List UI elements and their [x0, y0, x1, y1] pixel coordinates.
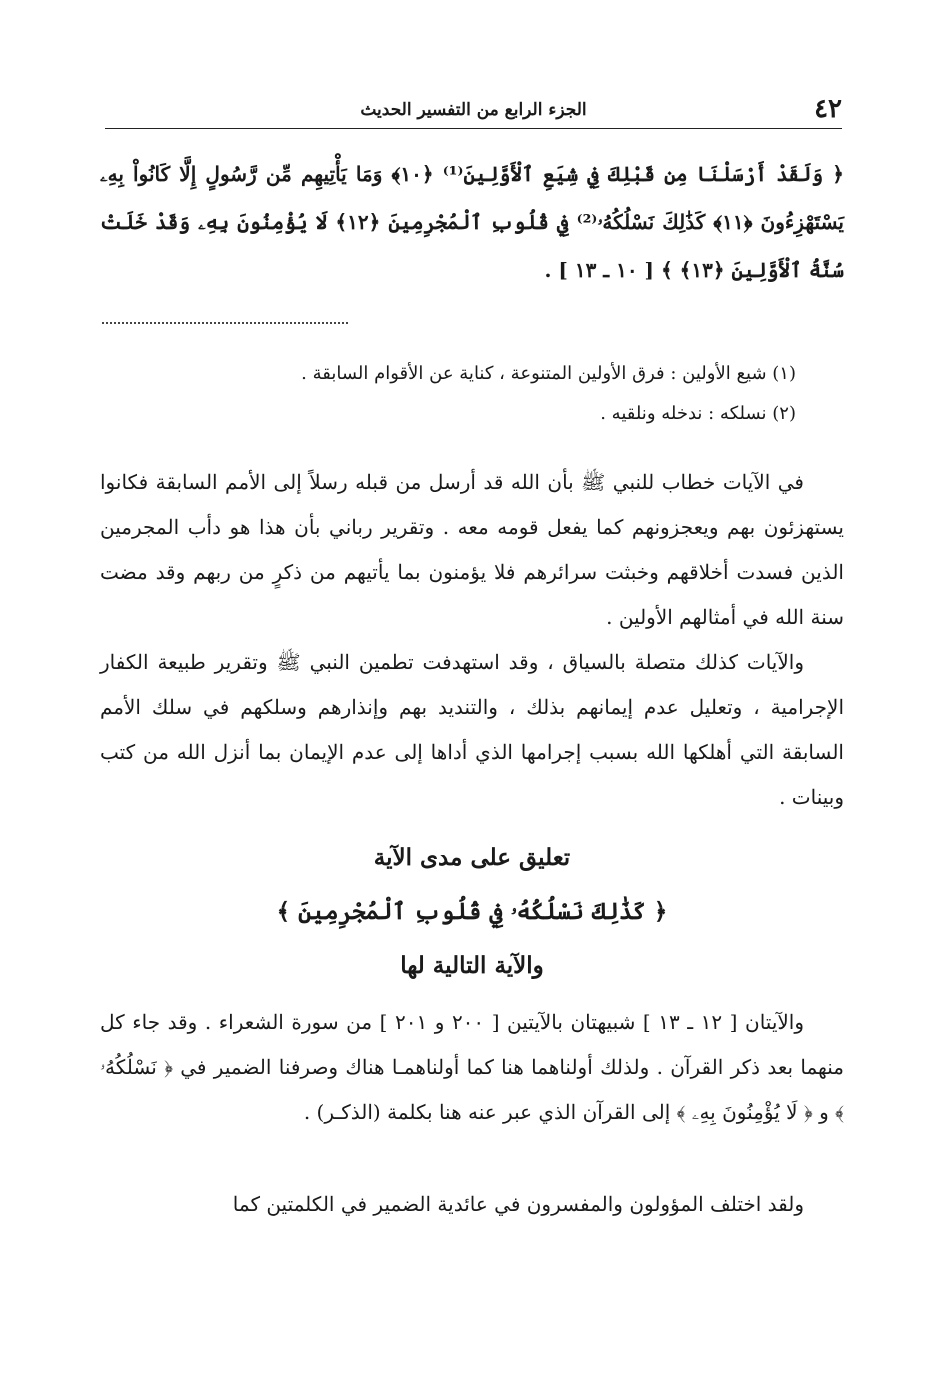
paragraph-2: والآيات كذلك متصلة بالسياق ، وقد استهدفت تطمين النبي ﷺ وتقرير طبيعة الكفار الإجرامية ، وتعليل عدم إيمانهم بذلك ، والتنديد بهم وإنذارهم وسلكهم في سلك الأمم السابقة التي أهلكها الله بسبب إجرامها الذي أداها إلى عدم الإيمان بما أنزل الله من كتب وبينات . [100, 650, 844, 809]
section-subheading: والآية التالية لها [400, 952, 544, 979]
section-verse-heading: ﴿ كَذَٰلِكَ نَسْلُكُهُۥ فِي قُلُوبِ ٱلْمُجْرِمِينَ ﴾ [276, 898, 668, 925]
section-heading: تعليق على مدى الآية [373, 844, 571, 871]
footnotes [100, 354, 796, 434]
paragraph-4: ولقد اختلف المؤولون والمفسرون في عائدية الضمير في الكلمتين كما [232, 1192, 804, 1216]
page-number: ٤٢ [814, 94, 842, 124]
page-header [105, 92, 842, 129]
footnote-1: (١) شيع الأولين : فرق الأولين المتنوعة ، كناية عن الأقوام السابقة . [301, 363, 796, 384]
quran-verse-block: ﴿ وَلَقَدْ أَرْسَلْنَا مِن قَبْلِكَ فِي شِيَعِ ٱلْأَوَّلِينَ⁽¹⁾ ﴿١٠﴾ وَمَا يَأْتِيهِم مِّن رَّسُولٍ إِلَّا كَانُواْ بِهِۦ يَسْتَهْزِءُونَ ﴿١١﴾ كَذَٰلِكَ نَسْلُكُهُۥ⁽²⁾ فِي قُلُوبِ ٱلْمُجْرِمِينَ ﴿١٢﴾ لَا يُؤْمِنُونَ بِهِۦ وَقَدْ خَلَتْ سُنَّةُ ٱلْأَوَّلِينَ ﴿١٣﴾ ﴾ [ ١٠ ـ ١٣ ] . [100, 162, 845, 282]
paragraph-3: والآيتان [ ١٢ ـ ١٣ ] شبيهتان بالآيتين [ ٢٠٠ و ٢٠١ ] من سورة الشعراء . وقد جاء كل منهما بعد ذكر القرآن . ولذلك أولناهما هنا كما أولناهمـا هناك وصرفنا الضمير في ﴿ نَسْلُكُهُۥ ﴾ و ﴿ لَا يُؤْمِنُونَ بِهِۦ ﴾ إلى القرآن الذي عبر عنه هنا بكلمة (الذكـر) . [100, 1010, 844, 1124]
running-title: الجزء الرابع من التفسير الحديث [360, 100, 587, 120]
paragraph-1: في الآيات خطاب للنبي ﷺ بأن الله قد أرسل من قبله رسلاً إلى الأمم السابقة فكانوا يستهزئون بهم ويعجزونهم كما يفعل قومه معه . وتقرير رباني بأن هذا هو دأب المجرمين الذين فسدت أخلاقهم وخبثت سرائرهم فلا يؤمنون بما يأتيهم من ذكرٍ من ربهم وقد مضت سنة الله في أمثالهم الأولين . [100, 470, 844, 629]
footnote-2: (٢) نسلكه : ندخله ونلقيه . [600, 403, 796, 424]
footnote-divider [102, 322, 348, 324]
